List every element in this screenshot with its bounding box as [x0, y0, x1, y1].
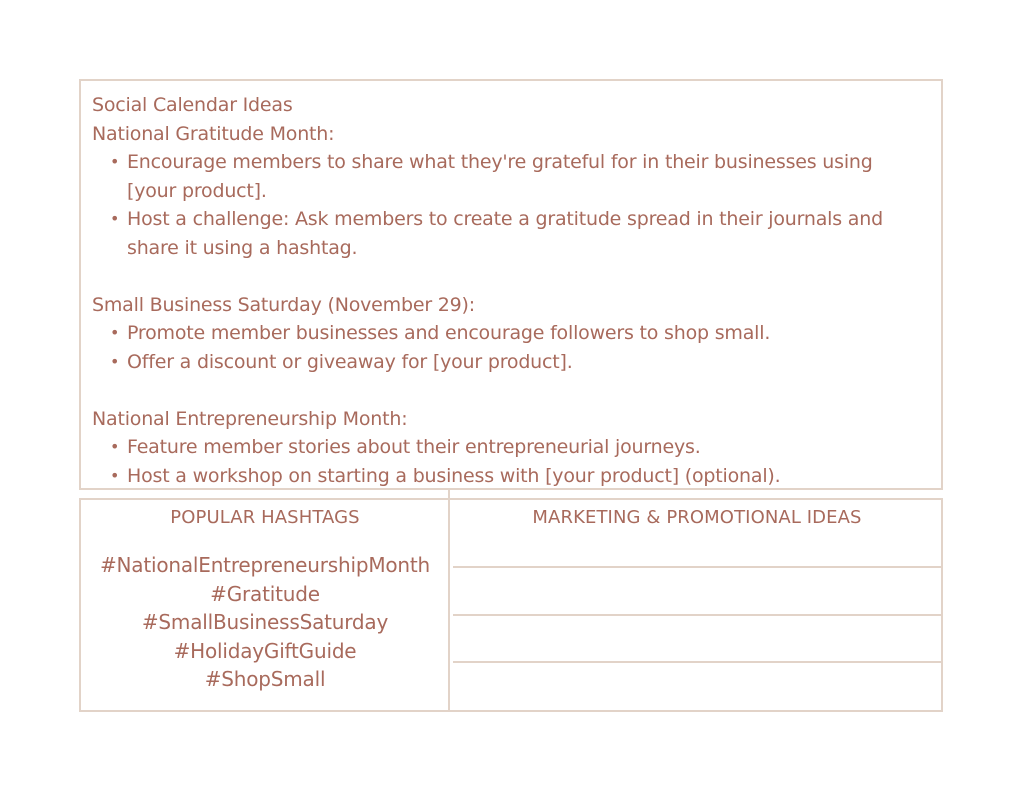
writing-line: [453, 614, 943, 616]
bullet-icon: •: [110, 152, 120, 171]
bottom-panel: [79, 498, 943, 712]
list-item-continuation: share it using a hashtag.: [127, 236, 358, 259]
spacer: [92, 262, 930, 291]
hashtag-item: #HolidayGiftGuide: [173, 638, 357, 663]
list-item-continuation: [your product].: [127, 179, 267, 202]
bullet-icon: •: [110, 209, 120, 228]
writing-line: [453, 566, 943, 568]
hashtag-item: #Gratitude: [210, 581, 320, 606]
bullet-icon: •: [110, 437, 120, 456]
social-calendar-box: [79, 79, 943, 490]
hashtag-item: #ShopSmall: [204, 667, 326, 692]
hashtags-title: POPULAR HASHTAGS: [170, 507, 360, 528]
bullet-icon: •: [110, 351, 120, 371]
marketing-ideas-title: MARKETING & PROMOTIONAL IDEAS: [532, 507, 862, 528]
list-item: • Encourage members to share what they're grateful for in their businesses using: [92, 148, 930, 177]
section-heading-entrepreneurship: National Entrepreneurship Month:: [92, 407, 408, 430]
gratitude-list: [92, 148, 930, 262]
list-item: • Feature member stories about their entrepreneurial journeys.: [92, 433, 930, 462]
entrepreneurship-list: [92, 433, 930, 490]
column-divider: [448, 488, 450, 712]
list-item: • Promote member businesses and encourage followers to shop small.: [92, 319, 930, 348]
section-heading-small-business: Small Business Saturday (November 29):: [92, 293, 475, 316]
bullet-icon: •: [110, 465, 120, 485]
bullet-icon: •: [110, 323, 120, 342]
hashtag-list: [81, 551, 449, 694]
section-heading-gratitude: National Gratitude Month:: [92, 122, 335, 145]
spacer: [92, 376, 930, 405]
list-item: • Host a workshop on starting a business with [your product] (optional).: [92, 462, 930, 491]
writing-line: [453, 661, 943, 663]
hashtag-item: #SmallBusinessSaturday: [141, 610, 389, 635]
list-item: • Host a challenge: Ask members to create a gratitude spread in their journals and: [92, 205, 930, 234]
page-title: Social Calendar Ideas: [92, 94, 293, 116]
list-item: • Offer a discount or giveaway for [your product].: [92, 348, 930, 377]
small-business-list: [92, 319, 930, 376]
hashtag-item: #NationalEntrepreneurshipMonth: [99, 553, 431, 577]
